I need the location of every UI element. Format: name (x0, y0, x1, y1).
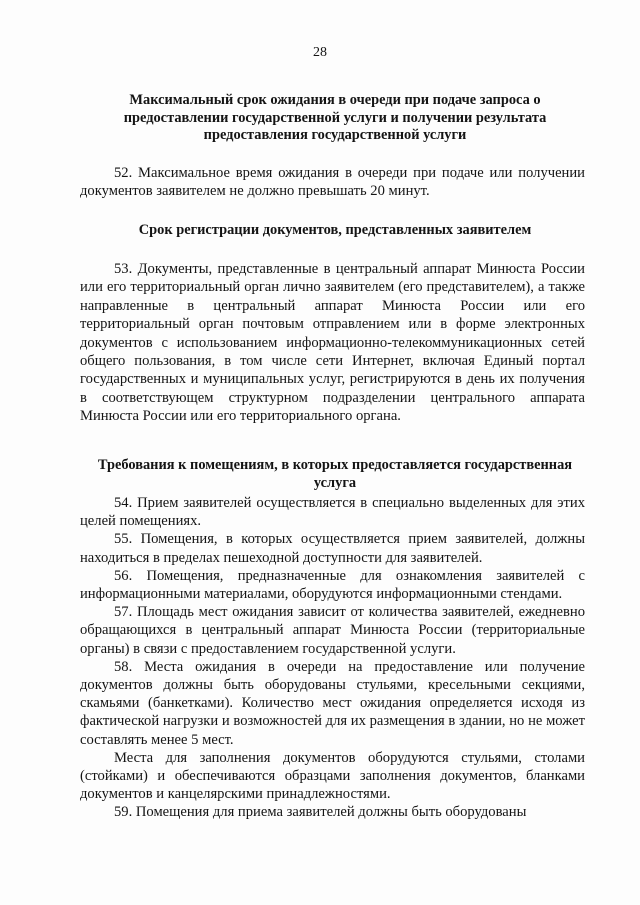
paragraph-53: 53. Документы, представленные в центральный аппарат Минюста России или его территориальный орган лично заявителем (его представителем), а также направленные в центральный аппарат Минюста России или его территориальный орган почтовым отправлением или в форме электронных документов с использованием информационно-телекоммуникационных сетей общего пользования, в том числе сети Интернет, включая Единый портал государственных и муниципальных услуг, регистрируются в день их получения в соответствующем структурном подразделении центрального аппарата Минюста России или его территориального органа. (80, 261, 585, 425)
section-body-premises (80, 494, 585, 822)
paragraph-59: 59. Помещения для приема заявителей должны быть оборудованы (114, 804, 527, 821)
paragraph-58: 58. Места ожидания в очереди на предоставление или получение документов должны быть оборудованы стульями, кресельными секциями, скамьями (банкетками). Количество мест ожидания определяется исходя из фактической нагрузки и возможностей для их размещения в здании, но не может составлять менее 5 мест. (80, 658, 585, 748)
section-body-registration (80, 260, 585, 426)
paragraph-58-continued: Места для заполнения документов оборудуются стульями, столами (стойками) и обеспечиваются образцами заполнения документов, бланками документов и канцелярскими принадлежностями. (80, 749, 585, 803)
paragraph-57: 57. Площадь мест ожидания зависит от количества заявителей, ежедневно обращающихся в центральный аппарат Минюста России (территориальные органы) в связи с предоставлением государственной услуги. (80, 604, 585, 657)
section-heading-waiting-time: Максимальный срок ожидания в очереди при подаче запроса о предоставлении государственной услуги и получении результата предоставления государственной услуги (123, 92, 547, 144)
paragraph-52: 52. Максимальное время ожидания в очереди при подаче или получении документов заявителем не должно превышать 20 минут. (80, 165, 585, 200)
paragraph-56: 56. Помещения, предназначенные для ознакомления заявителей с информационными материалами, оборудуются информационными стендами. (80, 567, 585, 603)
section-heading-premises: Требования к помещениям, в которых предоставляется государственная услуга (97, 457, 573, 491)
section-body-waiting-time (80, 164, 585, 201)
page-number: 28 (313, 45, 327, 60)
section-heading-registration: Срок регистрации документов, представленных заявителем (138, 222, 532, 238)
paragraph-54: 54. Прием заявителей осуществляется в специально выделенных для этих целей помещениях. (80, 495, 585, 530)
paragraph-55: 55. Помещения, в которых осуществляется прием заявителей, должны находиться в пределах пешеходной доступности для заявителей. (80, 531, 585, 566)
